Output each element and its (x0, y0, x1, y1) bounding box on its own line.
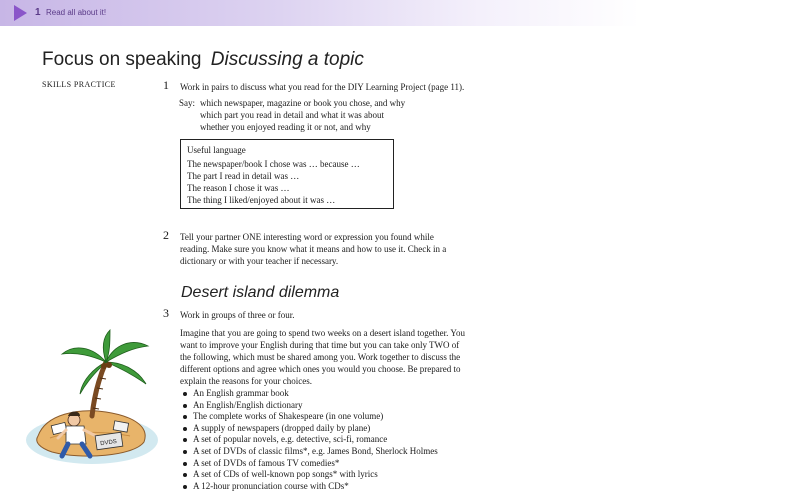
list-item: A 12-hour pronunciation course with CDs* (181, 481, 438, 493)
unit-title: Read all about it! (46, 8, 107, 17)
useful-language-line: The reason I chose it was … (187, 183, 290, 193)
task-1-instruction: Work in pairs to discuss what you read for the DIY Learning Project (page 11). (180, 82, 465, 92)
palm-leaves (62, 330, 148, 394)
task-2-number: 2 (163, 228, 169, 242)
useful-language-line: The newspaper/book I chose was … because … (187, 159, 360, 169)
useful-language-box (180, 139, 394, 209)
task-3-instruction: Work in groups of three or four. (180, 310, 295, 320)
task-3-paragraph (180, 327, 465, 387)
say-line: whether you enjoyed reading it or not, and why (200, 122, 371, 132)
useful-language-heading: Useful language (187, 145, 246, 155)
task-3-number: 3 (163, 306, 169, 320)
section-title-desert-island: Desert island dilemma (181, 284, 340, 301)
say-line: which part you read in detail and what it was about (200, 110, 384, 120)
coconut (101, 363, 107, 369)
desert-island-illustration (22, 328, 162, 470)
skills-practice-label: SKILLS PRACTICE (42, 80, 116, 89)
task-2-line: dictionary or with your teacher if necessary. (180, 256, 339, 266)
task-3-line: explain the reasons for your choices. (180, 376, 312, 386)
list-item: An English/English dictionary (181, 400, 438, 412)
list-item: A supply of newspapers (dropped daily by plane) (181, 423, 438, 435)
coconut (106, 362, 112, 368)
list-item: An English grammar book (181, 388, 438, 400)
page-title-main: Focus on speaking (42, 49, 202, 70)
task-3-line: the following, which must be shared among you. Work together to discuss the (180, 352, 461, 362)
task-1-number: 1 (163, 78, 169, 92)
page-title (42, 49, 364, 71)
task-2-line: reading. Make sure you know what it means and how to use it. Check in a (180, 244, 447, 254)
header-bar (0, 0, 800, 26)
say-line: which newspaper, magazine or book you chose, and why (200, 98, 406, 108)
useful-language-line: The thing I liked/enjoyed about it was … (187, 195, 336, 205)
task-3-line: Imagine that you are going to spend two weeks on a desert island together. You (180, 328, 465, 338)
task-2-text (180, 231, 446, 267)
task-3-line: different options and agree which ones you would you choose. Be prepared to (180, 364, 461, 374)
options-list (181, 388, 438, 492)
unit-number: 1 (35, 7, 41, 18)
list-item: The complete works of Shakespeare (in one volume) (181, 411, 438, 423)
page-title-italic: Discussing a topic (210, 49, 364, 70)
book-shape (113, 421, 128, 432)
say-label: Say: (179, 98, 196, 108)
say-list (200, 97, 405, 133)
play-arrow-icon (14, 5, 27, 21)
task-3-line: want to improve your English during that time but you can take only TWO of (180, 340, 460, 350)
list-item: A set of popular novels, e.g. detective, sci-fi, romance (181, 434, 438, 446)
list-item: A set of DVDs of classic films*, e.g. James Bond, Sherlock Holmes (181, 446, 438, 458)
list-item: A set of DVDs of famous TV comedies* (181, 458, 438, 470)
useful-language-line: The part I read in detail was … (187, 171, 300, 181)
list-item: A set of CDs of well-known pop songs* with lyrics (181, 469, 438, 481)
dvd-box-label: DVDS (99, 438, 118, 448)
task-2-line: Tell your partner ONE interesting word or expression you found while (180, 232, 434, 242)
